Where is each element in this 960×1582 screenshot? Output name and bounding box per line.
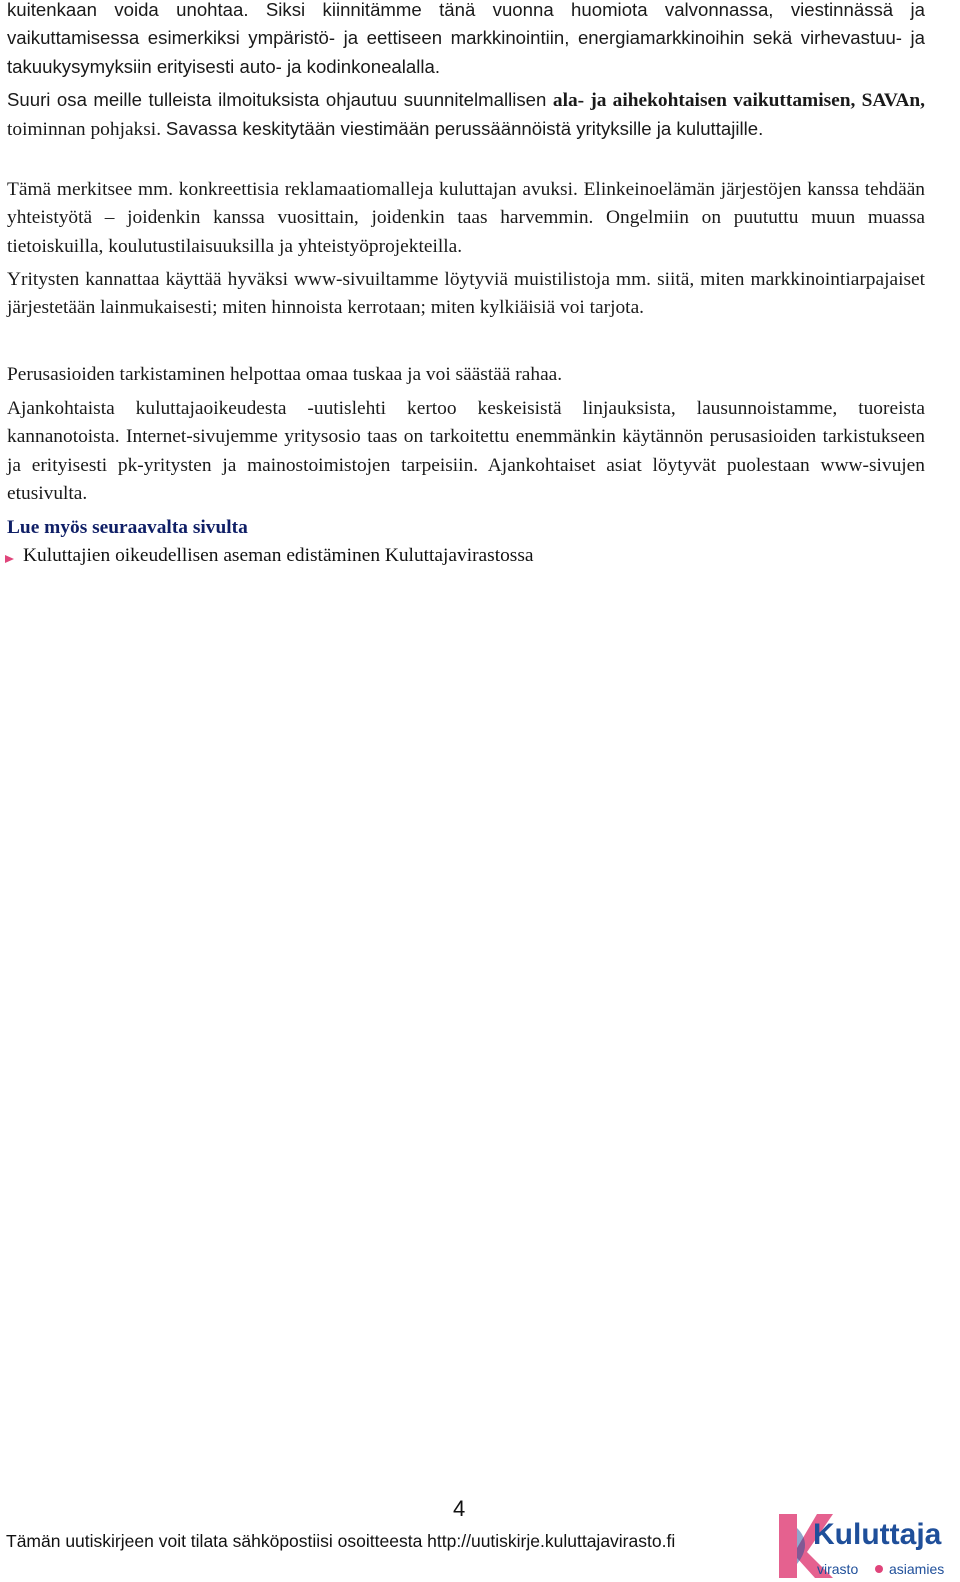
related-heading: Lue myös seuraavalta sivulta: [7, 517, 248, 538]
related-link[interactable]: Kuluttajien oikeudellisen aseman edistäminen Kuluttajavirastossa: [23, 545, 534, 566]
paragraph-2-end: Savassa keskitytään viestimään perussäännöistä yrityksille ja kuluttajille.: [165, 118, 764, 140]
paragraph-6: Ajankohtaista kuluttajaoikeudesta -uutislehti kertoo keskeisistä linjauksista, lausunnoistamme, tuoreista kannanotoista. Internet-sivujemme yritysosio taas on tarkoitettu enemmänkin käytännön perusasioiden tarkistukseen ja erityisesti pk-yritysten ja mainostoimistojen tarpeisiin. Ajankohtaiset asiat löytyvät puolestaan www-sivujen etusivulta.: [7, 398, 925, 504]
paragraph-2-intro: Suuri osa meille tulleista ilmoituksista ohjautuu suunnitelmallisen: [7, 89, 553, 110]
footer-subscribe-text: Tämän uutiskirjeen voit tilata sähköpostiisi osoitteesta http://uutiskirje.kuluttajavirasto.fi: [6, 1531, 676, 1551]
logo-sub-right: asiamies: [889, 1561, 945, 1577]
paragraph-2-middle: toiminnan pohjaksi.: [7, 119, 166, 141]
logo-dot-icon: [875, 1565, 883, 1573]
logo-wordmark: Kuluttaja: [813, 1518, 942, 1551]
paragraph-5: Perusasioiden tarkistaminen helpottaa omaa tuskaa ja voi säästää rahaa.: [7, 364, 563, 385]
paragraph-4: Yritysten kannattaa käyttää hyväksi www-sivuiltamme löytyviä muistilistoja mm. siitä, miten markkinointiarpajaiset järjestetään lainmukaisesti; miten hinnoista kerrotaan; miten kylkiäisiä voi tarjota.: [7, 269, 925, 319]
kuluttaja-logo: [773, 1508, 953, 1580]
page-number: 4: [453, 1496, 466, 1521]
paragraph-1: kuitenkaan voida unohtaa. Siksi kiinnitämme tänä vuonna huomiota valvonnassa, viestinnässä ja vaikuttamisessa esimerkiksi ympäristö- ja eettiseen markkinointiin, energiamarkkinoihin sekä virhevastuu- ja takuukysymyksiin erityisesti auto- ja kodinkonealalla.: [7, 0, 925, 77]
paragraph-3: Tämä merkitsee mm. konkreettisia reklamaatiomalleja kuluttajan avuksi. Elinkeinoelämän järjestöjen kanssa tehdään yhteistyötä – joidenkin kanssa vuosittain, joidenkin taas harvemmin. Ongelmiin on puututtu muun muassa tietoiskuilla, koulutustilaisuuksilla ja yhteistyöprojekteilla.: [7, 179, 925, 257]
logo-sub-left: virasto: [817, 1561, 859, 1577]
paragraph-2-bold: ala- ja aihekohtaisen vaikuttamisen, SAVAn,: [552, 90, 925, 111]
related-link-item[interactable]: [5, 542, 534, 570]
bullet-arrow-icon: [5, 554, 15, 564]
paragraph-2: [7, 86, 925, 145]
